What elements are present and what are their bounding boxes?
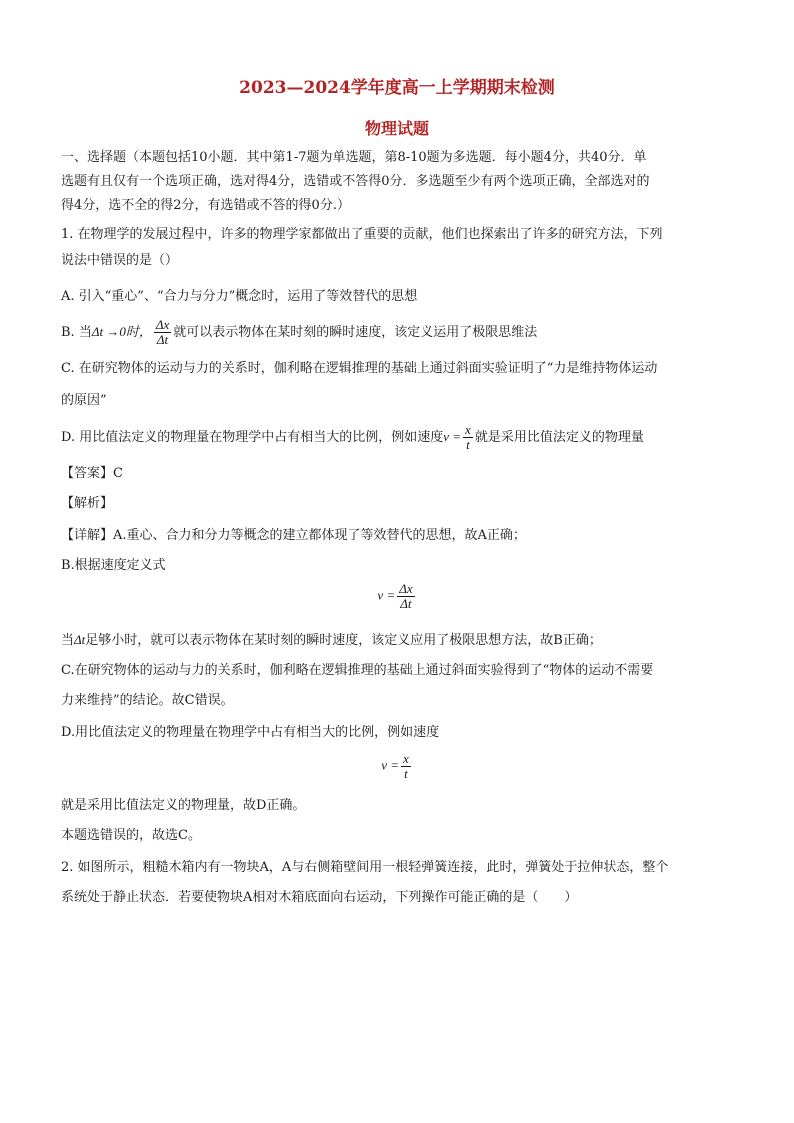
q1-option-d-prefix: D. 用比值法定义的物理量在物理学中占有相当大的比例，例如速度: [61, 430, 444, 445]
q1-option-b-prefix: B. 当: [61, 325, 92, 340]
q1-stem-line-1: 1. 在物理学的发展过程中，许多的物理学家都做出了重要的贡献，他们也探索出了许多的研究方法，下列: [61, 227, 663, 242]
detail-b-prefix: 当: [61, 633, 75, 648]
q1-option-c-line-1: C. 在研究物体的运动与力的关系时，伽利略在逻辑推理的基础上通过斜面实验证明了“力是维持物体运动: [61, 361, 658, 376]
q1-stem-line-2: 说法中错误的是（）: [61, 253, 179, 268]
detail-b-suffix: 足够小时，就可以表示物体在某时刻的瞬时速度，该定义应用了极限思想方法，故B正确；: [85, 633, 602, 648]
q1-detail-d-intro: D.用比值法定义的物理量在物理学中占有相当大的比例，例如速度: [61, 725, 440, 740]
q1-option-b: [61, 316, 731, 349]
q1-option-d-velocity: v =: [443, 429, 462, 444]
exam-title: 2023—2024学年度高一上学期期末检测: [239, 78, 555, 98]
q1-answer: [61, 465, 731, 483]
fraction-denominator: t: [466, 437, 470, 452]
q1-option-d: [61, 421, 731, 454]
fraction-denominator: Δt: [156, 332, 169, 347]
fraction-numerator: x: [403, 751, 409, 766]
equation-lhs: v =: [377, 587, 396, 603]
equation-velocity-delta: [0, 582, 794, 611]
q2-stem-line-2: 系统处于静止状态．若要使物块A相对木箱底面向右运动，下列操作可能正确的是（ ）: [61, 890, 578, 905]
fraction-numerator: Δx: [399, 581, 413, 596]
fraction-denominator: Δt: [400, 596, 412, 611]
fraction-numerator: Δx: [155, 317, 170, 332]
q1-detail-b: [61, 631, 731, 650]
q2-stem-line-1: 2. 如图所示，粗糙木箱内有一物块A，A与右侧箱壁间用一根轻弹簧连接，此时，弹簧处于拉伸状态，整个: [61, 860, 669, 875]
q1-detail-a: [61, 527, 731, 545]
answer-value: C: [113, 466, 123, 481]
detail-label: 【详解】: [61, 528, 114, 543]
equation-lhs: v =: [381, 757, 399, 773]
q1-detail-d-end: 就是采用比值法定义的物理量，故D正确。: [61, 798, 306, 813]
exam-subtitle: 物理试题: [364, 119, 429, 138]
section-intro-line-1: 一、选择题（本题包括10小题．其中第1-7题为单选题，第8-10题为多选题．每小题4分，共40分．单: [61, 150, 647, 165]
detail-a-text: A.重心、合力和分力等概念的建立都体现了等效替代的思想，故A正确；: [113, 528, 526, 543]
q1-option-a: A. 引入“重心”、“合力与分力”概念时，运用了等效替代的思想: [61, 289, 418, 304]
equation-fraction: [401, 752, 411, 781]
section-intro-line-2: 选题有且仅有一个选项正确，选对得4分，选错或不答得0分．多选题至少有两个选项正确，全部选对的: [61, 174, 650, 189]
fraction-denominator: t: [404, 766, 408, 781]
q1-option-b-suffix: 就可以表示物体在某时刻的瞬时速度，该定义运用了极限思维法: [173, 325, 538, 340]
q1-option-b-delta-t: Δt →0时，: [91, 324, 152, 339]
q1-detail-b-intro: B.根据速度定义式: [61, 558, 166, 573]
q1-option-c-line-2: 的原因”: [61, 393, 107, 408]
answer-label: 【答案】: [61, 466, 114, 481]
q1-option-d-fraction: [463, 423, 473, 452]
detail-b-delta-t: Δt: [74, 632, 86, 647]
equation-fraction: [397, 582, 414, 611]
section-intro-line-3: 得4分，选不全的得2分，有选错或不答的得0分.）: [61, 198, 350, 213]
q1-option-d-suffix: 就是采用比值法定义的物理量: [474, 430, 644, 445]
q1-analysis-label: 【解析】: [61, 496, 114, 511]
fraction-numerator: x: [465, 422, 471, 437]
q1-detail-c-line-1: C.在研究物体的运动与力的关系时，伽利略在逻辑推理的基础上通过斜面实验得到了“物体的运动不需要: [61, 663, 654, 678]
q1-conclusion: 本题选错误的，故选C。: [61, 828, 201, 843]
equation-velocity-ratio: [0, 752, 794, 781]
q1-detail-c-line-2: 力来维持”的结论。故C错误。: [61, 693, 234, 708]
q1-option-b-fraction: [154, 318, 171, 347]
